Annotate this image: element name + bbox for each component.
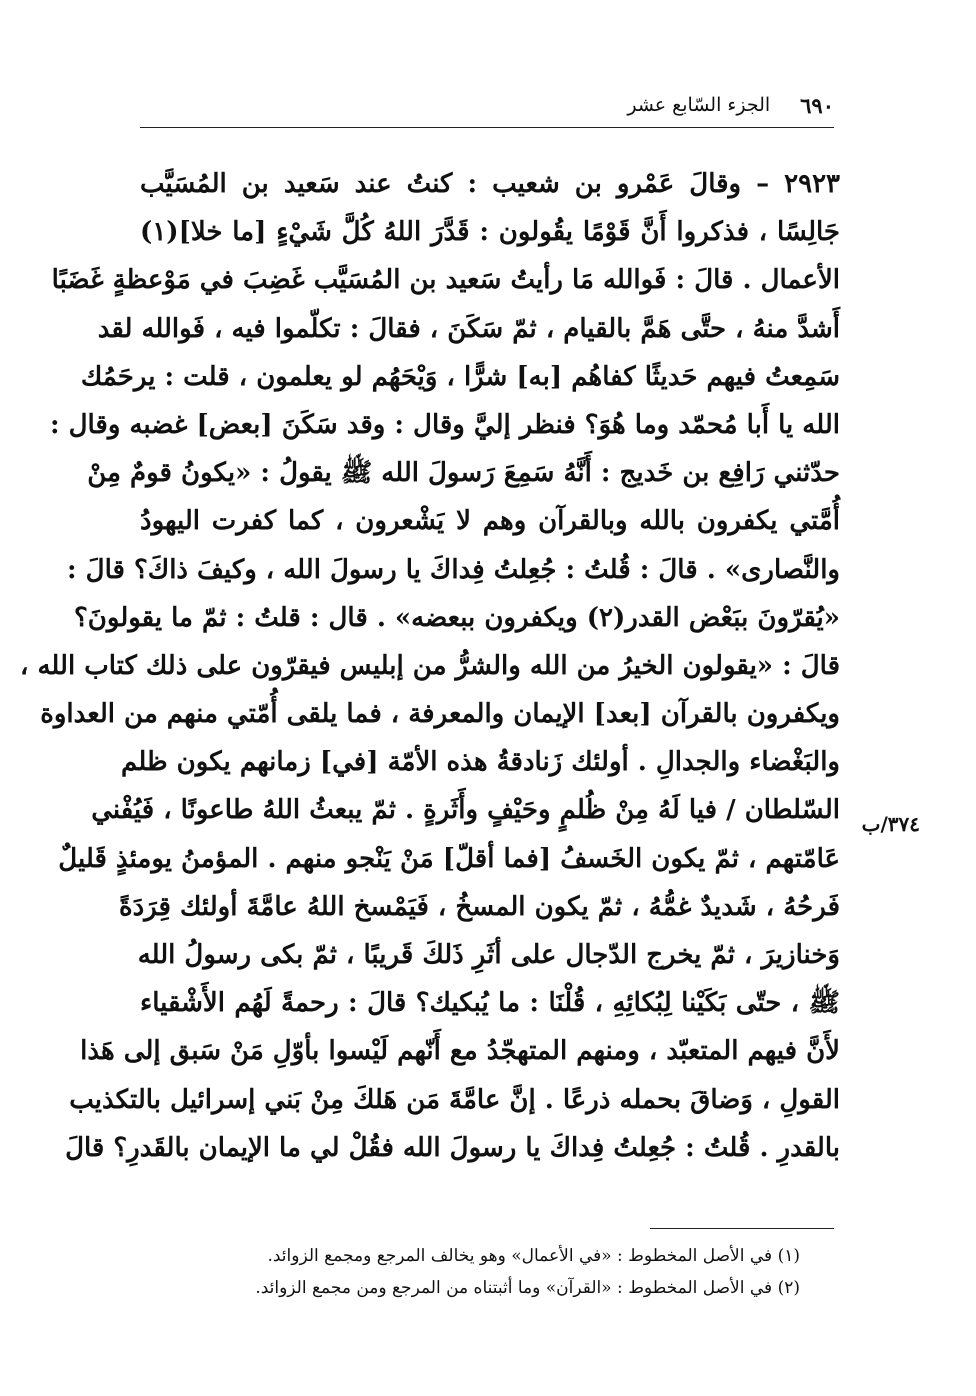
text-line: ﷺ ، حتّى بَكَيْنا لِبُكائِهِ ، قُلْنَا : ما يُبكيك؟ قالَ : رحمةً لَهُم الأَشْقياء (140, 988, 840, 1019)
header-divider (140, 127, 834, 128)
text-line: حدّثني رَافِع بن خَديج : أَنَّهُ سَمِعَ رَسولَ الله ﷺ يقولُ : «يكونُ قومٌ مِنْ (87, 458, 840, 489)
text-line: «يُقرّونَ ببَعْض القدر(٢) ويكفرون ببعضه» . قال : قلتُ : ثمّ ما يقولونَ؟ (74, 602, 840, 633)
text-line: أُمَّتي يكفرون بالله وبالقرآن وهم لا يَشْعرون ، كما كفرت اليهودُ (140, 506, 840, 537)
manuscript-folio-marker: ٣٧٤/ب (861, 812, 920, 836)
text-line: والبَغْضاء والجدالِ . أولئك زَنادقةُ هذه الأمّة [في] زمانهم يكون ظلم (121, 747, 840, 778)
text-line: قالَ : «يقولون الخيرُ من الله والشرُّ من إبليس فيقرّون على ذلك كتاب الله ، (20, 650, 840, 681)
text-line: عَامّتهم ، ثمّ يكون الخَسفُ [فما أقلّ] مَنْ يَنْجو منهم . المؤمنُ يومئذٍ قَليلٌ (58, 843, 840, 874)
text-line: أَشدَّ منهُ ، حتَّى هَمَّ بالقيام ، ثمّ سَكَنَ ، فقالَ : تكلّموا فيه ، فَوالله لقد (97, 313, 840, 344)
text-line: سَمِعتُ فيهم حَديثًا كفاهُم [به] شرًّا ، وَيْحَهُم لو يعلمون ، قلت : يرحَمُك (80, 361, 840, 392)
text-line: فَرحُهُ ، شَديدٌ غمُّهُ ، ثمّ يكون المسخُ ، فَيَمْسخ اللهُ عامَّةَ أولئك قِرَدَةً (118, 891, 840, 922)
page-header (148, 88, 834, 122)
footnote: (١) في الأصل المخطوط : «في الأعمال» وهو يخالف المرجع ومجمع الزوائد. (267, 1246, 800, 1266)
text-line: والنَّصارى» . قالَ : قُلتُ : جُعِلتُ فِداكَ يا رسولَ الله ، وكيفَ ذاكَ؟ قالَ : (67, 554, 840, 585)
main-text (20, 160, 840, 1172)
text-line: ٢٩٢٣ – وقالَ عَمْرو بن شعيب : كنتُ عند سَعيد بن المُسَيَّب (140, 169, 840, 199)
text-line: لأَنَّ فيهم المتعبّد ، ومنهم المتهجّدُ مع أَنّهم لَيْسوا بأوّلِ مَنْ سَبق إلى هَذا (80, 1036, 840, 1067)
footnote: (٢) في الأصل المخطوط : «القرآن» وما أثبتناه من المرجع ومن مجمع الزوائد. (255, 1278, 800, 1298)
text-line: بالقدرِ . قُلتُ : جُعِلتُ فِداكَ يا رسولَ الله فقُلْ لي ما الإيمان بالقَدرِ؟ قالَ (65, 1132, 840, 1163)
running-title: الجزء السّابع عشر (627, 94, 771, 116)
text-line: ويكفرون بالقرآن [بعد] الإيمان والمعرفة ، فما يلقى أُمّتي منهم من العداوة (40, 699, 840, 730)
text-line: وَخنازيرَ ، ثمّ يخرج الدّجال على أثَرِ ذَلكَ قَريبًا ، ثمّ بكى رسولُ الله (137, 940, 840, 970)
text-line: السّلطان / فيا لَهُ مِنْ ظُلمٍ وحَيْفٍ وأَثَرةٍ . ثمّ يبعثُ اللهُ طاعونًا ، فَيُفْني (91, 795, 840, 826)
page-number: ٦٩٠ (800, 92, 834, 118)
text-line: الله يا أَبا مُحمّد وما هُوَ؟ فنظر إليَّ وقال : وقد سَكَنَ [بعض] غضبه وقال : (49, 409, 840, 440)
text-line: جَالِسًا ، فذكروا أَنَّ قَوْمًا يقُولون : قَدَّرَ اللهُ كُلَّ شَيْءٍ [ما خلا](١) (140, 217, 840, 248)
text-line: القولِ ، وَضاقَ بحمله ذرعًا . إنَّ عامَّةَ مَن هَلكَ مِنْ بَني إسرائيل بالتكذيب (69, 1084, 840, 1115)
footnotes (150, 1240, 834, 1304)
footnote-divider (650, 1228, 834, 1229)
text-line: الأعمال . قالَ : فَوالله مَا رأيتُ سَعيد بن المُسَيَّب غَضِبَ في مَوْعظةٍ غَضَبًا (51, 265, 840, 296)
